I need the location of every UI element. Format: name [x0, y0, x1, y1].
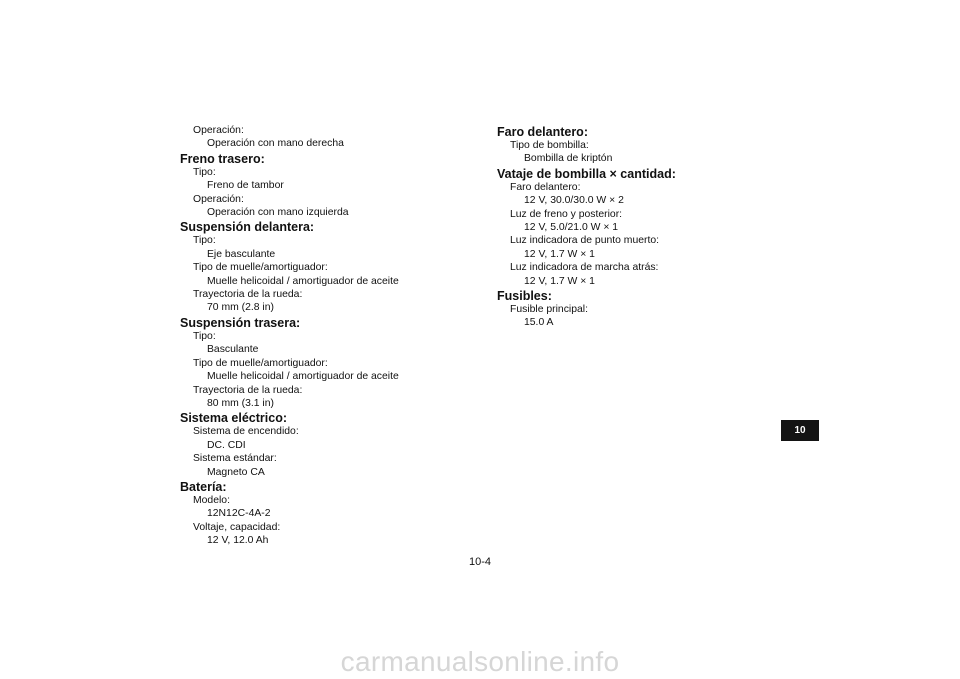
spec-value: Eje basculante: [207, 248, 276, 260]
spec-heading: Suspensión delantera:: [180, 220, 315, 235]
spec-label: Luz indicadora de marcha atrás:: [510, 262, 659, 274]
spec-heading: Freno trasero:: [180, 151, 265, 166]
watermark-text: carmanualsonline.info: [340, 646, 620, 677]
spec-label: Fusible principal:: [510, 304, 588, 316]
spec-label: Operación:: [193, 125, 244, 136]
spec-label: Operación:: [193, 193, 244, 205]
spec-label: Voltaje, capacidad:: [193, 521, 281, 533]
spec-label: Tipo de muelle/amortiguador:: [193, 357, 328, 369]
spec-value: Basculante: [207, 344, 259, 356]
spec-label: Sistema estándar:: [193, 453, 277, 465]
spec-label: Tipo de muelle/amortiguador:: [193, 262, 328, 274]
spec-label: Luz de freno y posterior:: [510, 208, 623, 220]
spec-value: 12 V, 5.0/21.0 W × 1: [524, 222, 619, 234]
spec-value: 70 mm (2.8 in): [207, 302, 274, 314]
page-number: 10-4: [468, 556, 492, 568]
spec-value: Operación con mano derecha: [207, 138, 344, 150]
spec-label: Trayectoria de la rueda:: [193, 289, 303, 301]
spec-heading: Batería:: [180, 479, 227, 494]
spec-value: Bombilla de kriptón: [524, 153, 613, 165]
spec-heading: Sistema eléctrico:: [180, 411, 287, 426]
spec-value: Magneto CA: [207, 466, 265, 478]
spec-heading: Suspensión trasera:: [180, 315, 301, 330]
spec-value: 12 V, 12.0 Ah: [207, 535, 269, 547]
spec-label: Trayectoria de la rueda:: [193, 384, 303, 396]
chapter-tab[interactable]: 10: [781, 420, 819, 441]
spec-heading: Faro delantero:: [497, 125, 588, 139]
spec-value: Operación con mano izquierda: [207, 207, 349, 219]
spec-value: 12 V, 30.0/30.0 W × 2: [524, 195, 624, 207]
spec-label: Sistema de encendido:: [193, 426, 299, 438]
spec-value: Freno de tambor: [207, 180, 284, 192]
spec-label: Tipo de bombilla:: [510, 140, 589, 151]
spec-label: Modelo:: [193, 494, 230, 506]
spec-value: Muelle helicoidal / amortiguador de aceite: [207, 371, 399, 383]
spec-heading: Fusibles:: [497, 289, 552, 304]
spec-label: Tipo:: [193, 235, 216, 247]
right-spec-column: [497, 124, 797, 330]
spec-label: Faro delantero:: [510, 181, 581, 193]
watermark: [0, 645, 960, 679]
spec-label: Tipo:: [193, 330, 216, 342]
spec-value: 80 mm (3.1 in): [207, 397, 274, 409]
spec-value: 12N12C-4A-2: [207, 508, 271, 520]
spec-value: 12 V, 1.7 W × 1: [524, 275, 595, 287]
left-spec-column: [180, 124, 480, 548]
spec-value: DC. CDI: [207, 439, 246, 451]
spec-value: 15.0 A: [524, 317, 554, 329]
spec-label: Tipo:: [193, 166, 216, 178]
spec-value: Muelle helicoidal / amortiguador de aceite: [207, 275, 399, 287]
spec-value: 12 V, 1.7 W × 1: [524, 248, 595, 260]
spec-label: Luz indicadora de punto muerto:: [510, 235, 660, 247]
spec-heading: Vataje de bombilla × cantidad:: [497, 166, 676, 181]
